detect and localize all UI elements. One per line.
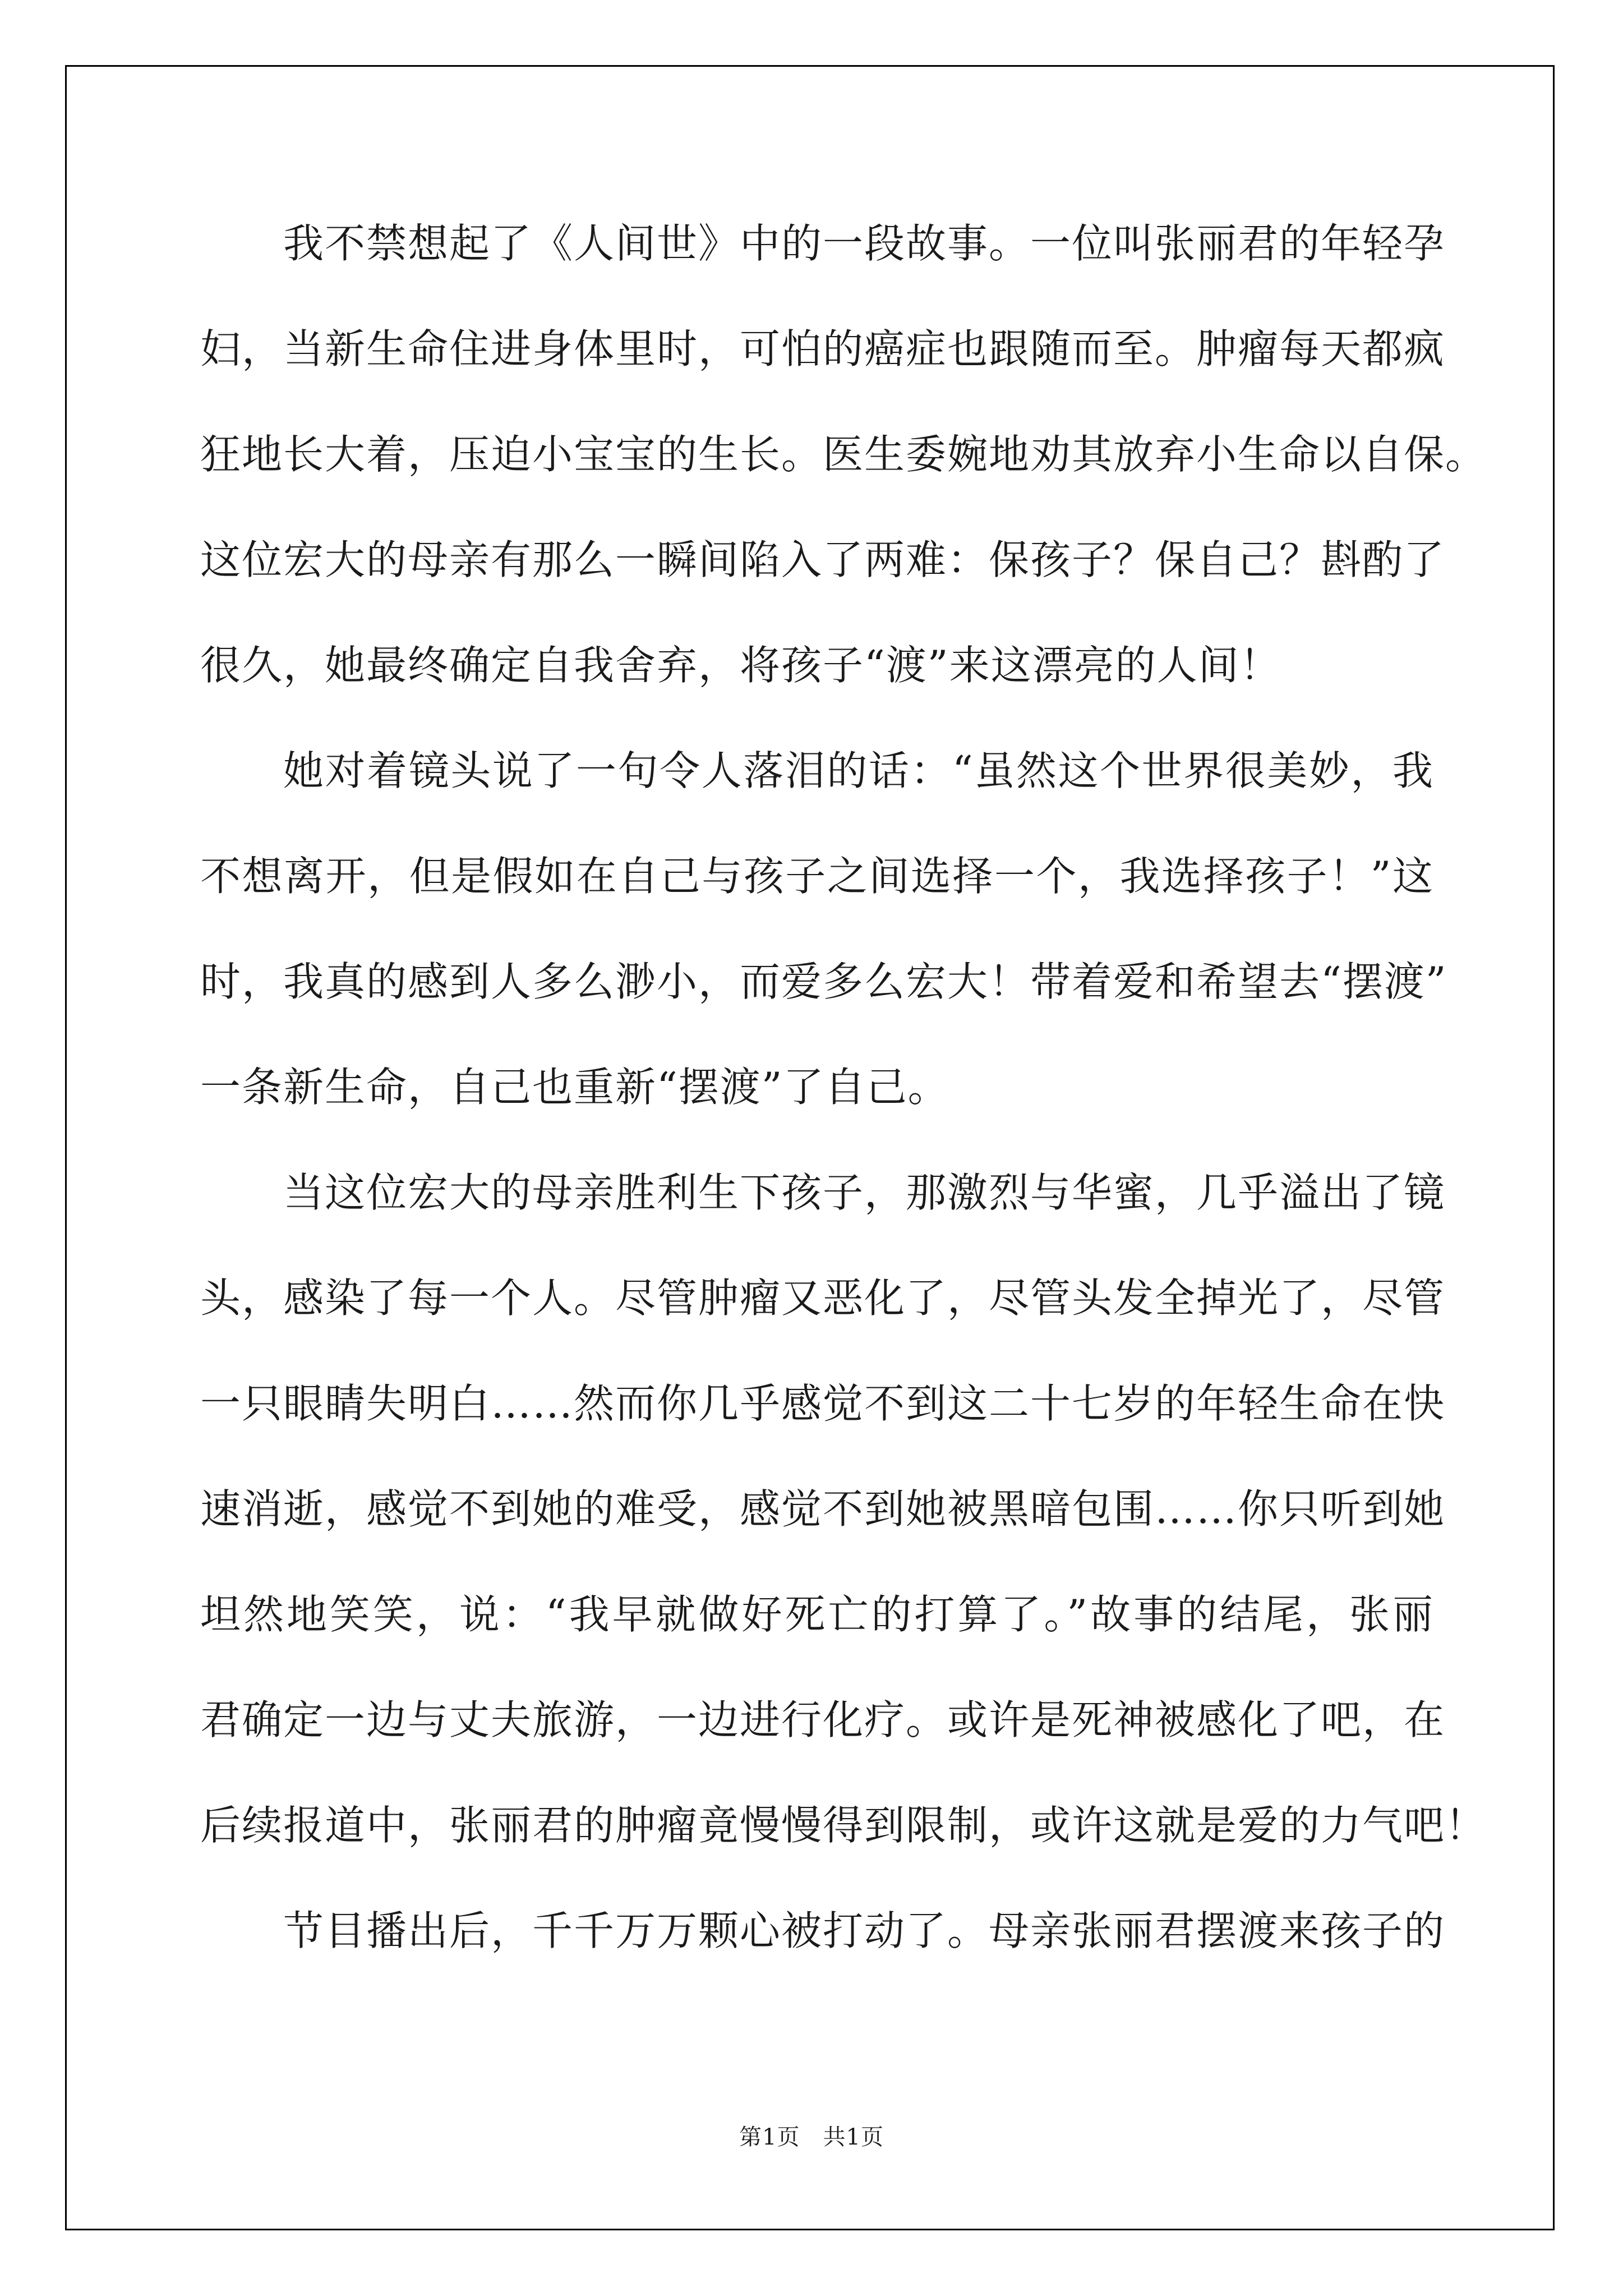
text-line: 这位宏大的母亲有那么一瞬间陷入了两难：保孩子？保自己？斟酌了 <box>200 536 1446 583</box>
text-line: 妇，当新生命住进身体里时，可怕的癌症也跟随而至。肿瘤每天都疯 <box>200 325 1446 372</box>
text-line: 君确定一边与丈夫旅游，一边进行化疗。或许是死神被感化了吧，在 <box>200 1696 1446 1743</box>
text-line: 头，感染了每一个人。尽管肿瘤又恶化了，尽管头发全掉光了，尽管 <box>200 1274 1446 1322</box>
text-line: 一条新生命，自己也重新“摆渡”了自己。 <box>200 1064 949 1111</box>
text-line: 后续报道中，张丽君的肿瘤竟慢慢得到限制，或许这就是爱的力气吧！ <box>200 1802 1487 1849</box>
page-footer: 第1页 共1页 <box>739 2124 884 2150</box>
text-line: 节目播出后，千千万万颗心被打动了。母亲张丽君摆渡来孩子的 <box>283 1907 1446 1954</box>
text-line: 一只眼睛失明白……然而你几乎感觉不到这二十七岁的年轻生命在快 <box>200 1380 1446 1427</box>
text-line: 时，我真的感到人多么渺小，而爱多么宏大！带着爱和希望去“摆渡” <box>200 958 1447 1005</box>
text-line: 很久，她最终确定自我舍弃，将孩子“渡”来这漂亮的人间！ <box>200 642 1281 689</box>
text-line: 她对着镜头说了一句令人落泪的话：“虽然这个世界很美妙，我 <box>283 747 1434 794</box>
text-line: 坦然地笑笑，说：“我早就做好死亡的打算了。”故事的结尾，张丽 <box>200 1591 1434 1638</box>
text-line: 狂地长大着，压迫小宝宝的生长。医生委婉地劝其放弃小生命以自保。 <box>200 431 1487 478</box>
document-body <box>200 220 1487 2016</box>
text-line: 当这位宏大的母亲胜利生下孩子，那激烈与华蜜，几乎溢出了镜 <box>283 1169 1446 1216</box>
text-line: 速消逝，感觉不到她的难受，感觉不到她被黑暗包围……你只听到她 <box>200 1485 1446 1533</box>
text-line: 我不禁想起了《人间世》中的一段故事。一位叫张丽君的年轻孕 <box>283 220 1446 267</box>
text-line: 不想离开，但是假如在自己与孩子之间选择一个，我选择孩子！”这 <box>200 853 1434 900</box>
